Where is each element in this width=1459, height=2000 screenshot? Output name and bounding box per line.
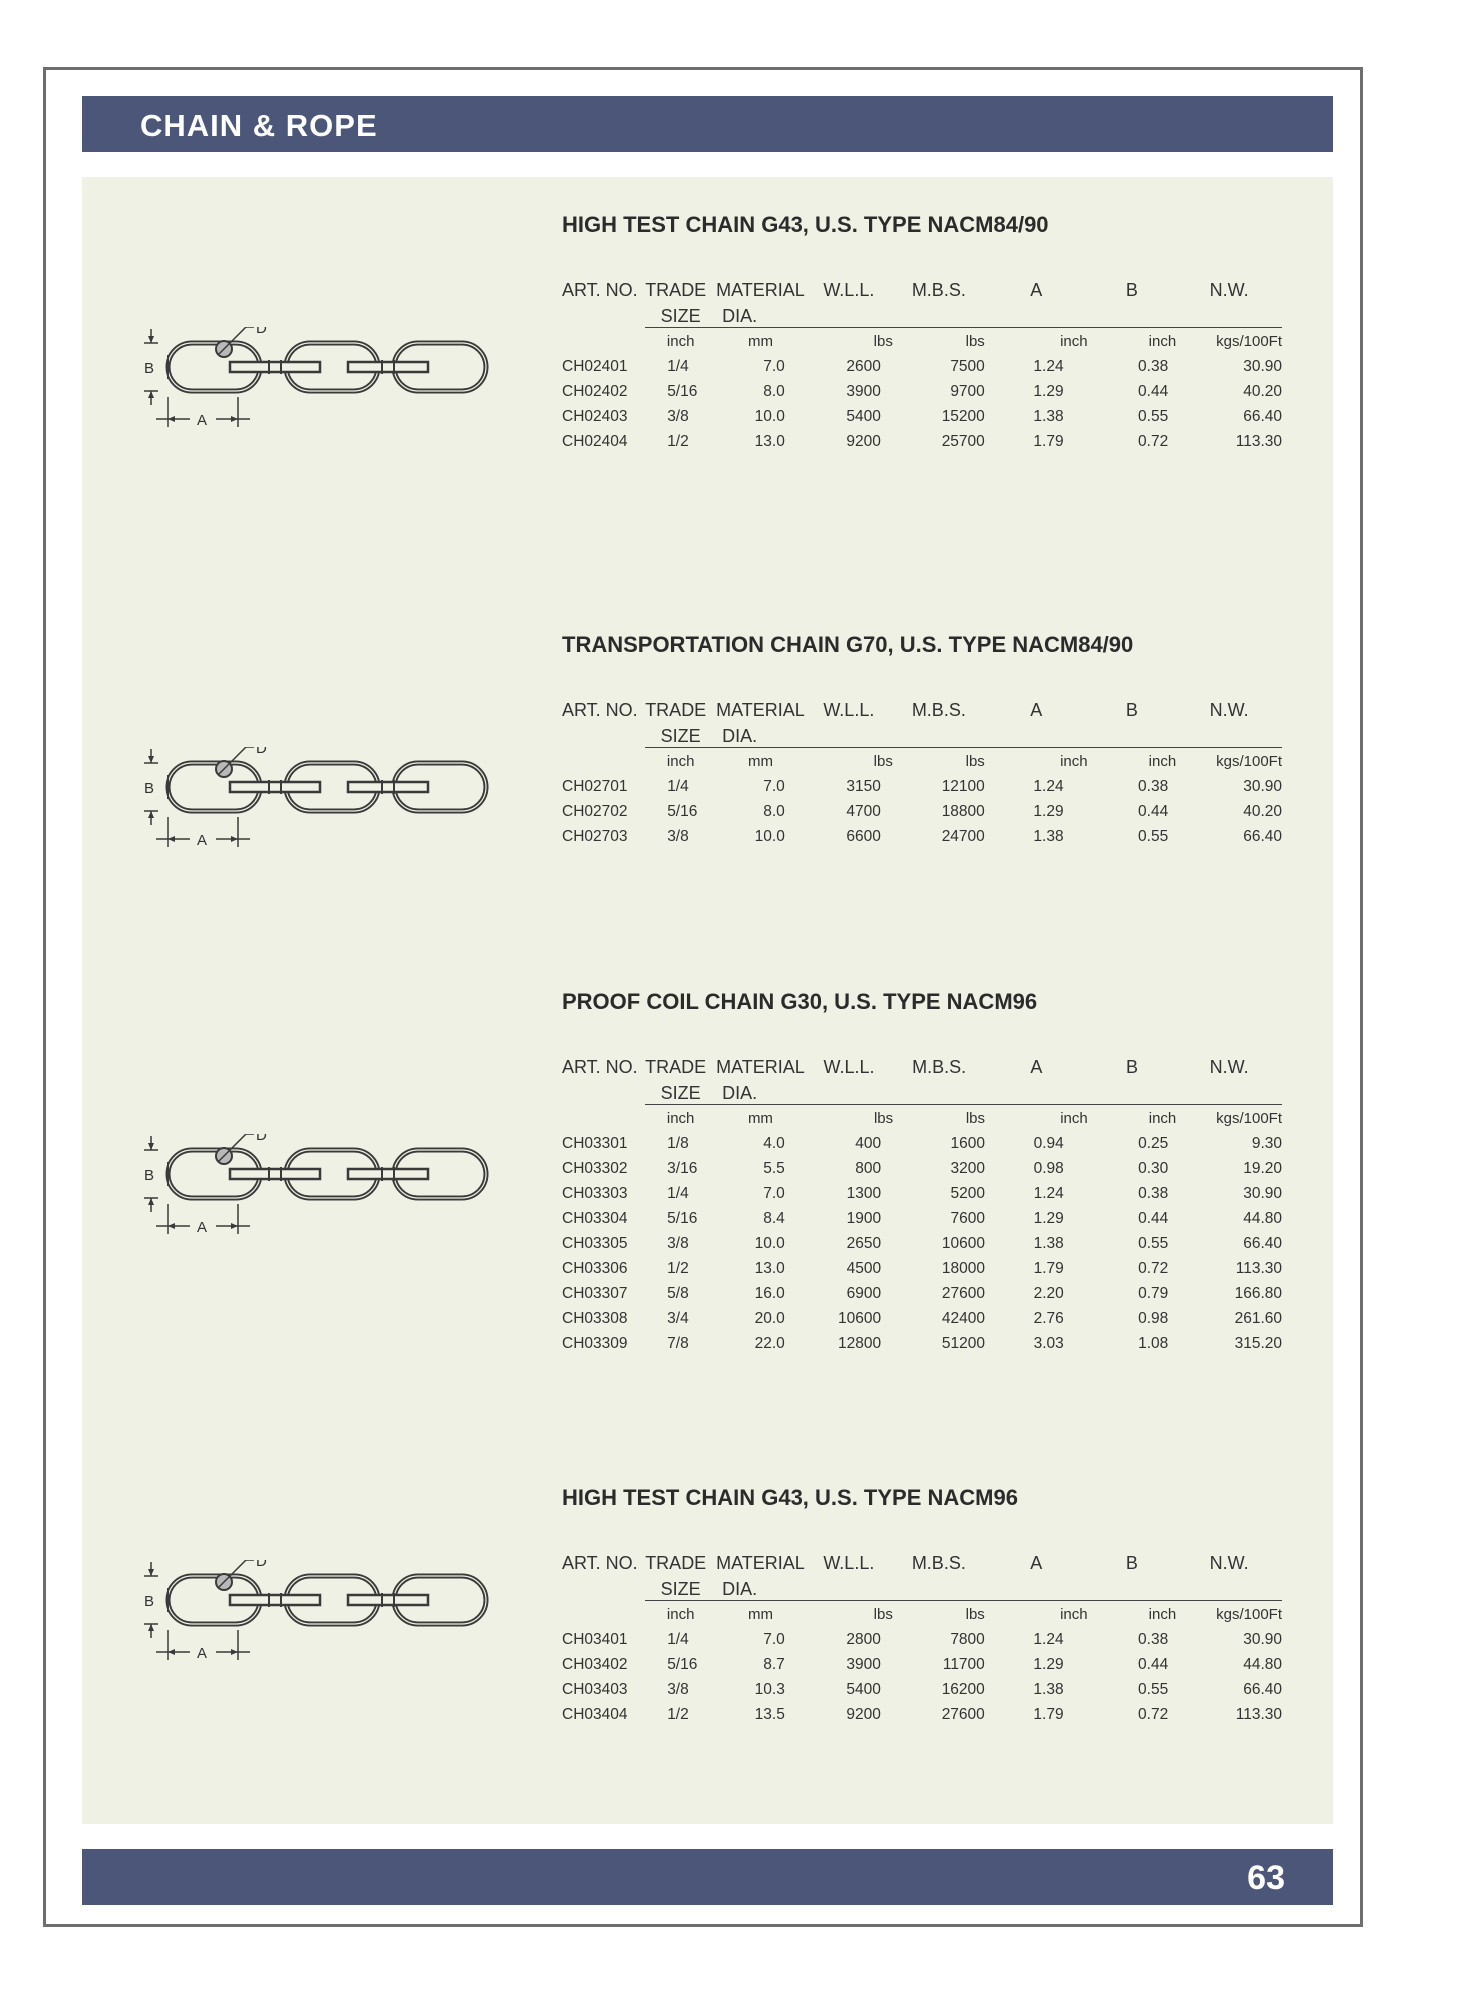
col-art-no: ART. NO. — [562, 1553, 638, 1573]
table-cell: 7800 — [950, 1630, 985, 1648]
unit-nw: kgs/100Ft — [1176, 748, 1282, 775]
table-cell: CH03305 — [562, 1234, 628, 1252]
table-cell: 1.29 — [1033, 1209, 1064, 1227]
table-cell: 0.72 — [1138, 432, 1169, 450]
table-cell: 1.38 — [1033, 1234, 1064, 1252]
table-cell: 4.0 — [763, 1134, 785, 1152]
table-cell: 0.38 — [1138, 357, 1169, 375]
table-cell: 7.0 — [763, 1630, 785, 1648]
unit-wll: lbs — [805, 1601, 893, 1628]
spec-table — [562, 1053, 1282, 1356]
table-cell: CH03306 — [562, 1259, 628, 1277]
unit-b: inch — [1088, 1105, 1177, 1132]
table-cell: CH03403 — [562, 1680, 628, 1698]
table-cell: 5400 — [846, 407, 881, 425]
table-cell: 6600 — [846, 827, 881, 845]
table-row — [562, 1231, 1282, 1256]
table-cell: CH03402 — [562, 1655, 628, 1673]
table-cell: 5/16 — [667, 802, 698, 820]
chain-link-diagram — [138, 747, 498, 877]
unit-a: inch — [985, 1601, 1088, 1628]
table-cell: 0.38 — [1138, 1630, 1169, 1648]
table-cell: 0.94 — [1033, 1134, 1064, 1152]
table-cell: 0.98 — [1138, 1309, 1169, 1327]
col-dia: DIA. — [722, 305, 758, 326]
dimension-d-label: D — [256, 327, 267, 337]
table-cell: 166.80 — [1234, 1284, 1282, 1302]
dimension-b-label: B — [144, 1167, 155, 1184]
table-cell: 0.98 — [1033, 1159, 1064, 1177]
col-b: B — [1125, 700, 1138, 720]
unit-b: inch — [1088, 748, 1177, 775]
table-cell: 5/16 — [667, 1655, 698, 1673]
unit-mbs: lbs — [893, 748, 985, 775]
table-cell: 6900 — [846, 1284, 882, 1302]
table-cell: 1600 — [950, 1134, 986, 1152]
dimension-a-label: A — [197, 1645, 208, 1662]
col-size: SIZE — [660, 725, 701, 746]
unit-wll: lbs — [805, 1105, 893, 1132]
table-cell: 3/4 — [667, 1309, 689, 1327]
table-cell: 0.30 — [1138, 1159, 1169, 1177]
table-cell: 1.29 — [1033, 382, 1064, 400]
table-cell: 2650 — [846, 1234, 882, 1252]
spec-table-wrapper — [562, 212, 1282, 454]
table-cell: 2.76 — [1033, 1309, 1064, 1327]
table-row — [562, 799, 1282, 824]
col-size: SIZE — [660, 1082, 701, 1103]
unit-dia: mm — [716, 748, 805, 775]
table-cell: CH03309 — [562, 1334, 628, 1352]
table-cell: 3/16 — [667, 1159, 698, 1177]
col-nw: N.W. — [1209, 1057, 1249, 1077]
table-row — [562, 824, 1282, 849]
col-trade: TRADE — [645, 700, 707, 720]
col-a: A — [1030, 700, 1043, 720]
table-cell: 40.20 — [1243, 802, 1282, 820]
table-cell: 9200 — [846, 1705, 881, 1723]
table-cell: 1.24 — [1033, 1184, 1064, 1202]
col-size: SIZE — [660, 305, 701, 326]
table-cell: 0.38 — [1138, 777, 1169, 795]
col-art-no: ART. NO. — [562, 280, 638, 300]
table-row — [562, 1702, 1282, 1727]
unit-dia: mm — [716, 1105, 805, 1132]
col-b: B — [1125, 1553, 1138, 1573]
table-cell: 5/16 — [667, 1209, 698, 1227]
table-cell: 9.30 — [1251, 1134, 1282, 1152]
table-cell: 5/8 — [667, 1284, 689, 1302]
table-cell: 3900 — [846, 382, 881, 400]
table-cell: CH03401 — [562, 1630, 628, 1648]
table-cell: 8.4 — [763, 1209, 785, 1227]
table-cell: 0.55 — [1138, 1234, 1169, 1252]
col-dia: DIA. — [722, 1082, 758, 1103]
unit-a: inch — [985, 748, 1088, 775]
table-cell: 7.0 — [763, 777, 785, 795]
table-row — [562, 1256, 1282, 1281]
table-cell: 22.0 — [754, 1334, 785, 1352]
table-cell: 1/4 — [667, 1630, 689, 1648]
table-cell: CH02403 — [562, 407, 628, 425]
page-number: 63 — [1247, 1859, 1285, 1897]
unit-mbs: lbs — [893, 328, 985, 355]
table-cell: CH03301 — [562, 1134, 628, 1152]
table-cell: 315.20 — [1234, 1334, 1282, 1352]
section-title: HIGH TEST CHAIN G43, U.S. TYPE NACM84/90 — [562, 212, 1049, 237]
table-cell: 44.80 — [1243, 1655, 1282, 1673]
dimension-a-label: A — [197, 1219, 208, 1236]
table-cell: 5400 — [846, 1680, 881, 1698]
table-cell: 24700 — [941, 827, 985, 845]
table-row — [562, 774, 1282, 799]
table-row — [562, 379, 1282, 404]
table-cell: 3/8 — [667, 827, 689, 845]
spec-table-wrapper — [562, 632, 1282, 849]
chain-link-diagram — [138, 1560, 498, 1690]
table-cell: 261.60 — [1234, 1309, 1282, 1327]
unit-size: inch — [645, 1105, 716, 1132]
col-a: A — [1030, 1553, 1043, 1573]
table-cell: 400 — [855, 1134, 882, 1152]
table-cell: 13.0 — [754, 432, 785, 450]
table-row — [562, 1281, 1282, 1306]
table-cell: 2600 — [846, 357, 881, 375]
table-cell: 1/2 — [667, 432, 689, 450]
table-cell: 51200 — [941, 1334, 986, 1352]
col-trade: TRADE — [645, 1553, 707, 1573]
table-cell: 1.29 — [1033, 1655, 1064, 1673]
table-cell: 20.0 — [754, 1309, 785, 1327]
col-size: SIZE — [660, 1578, 701, 1599]
table-row — [562, 1652, 1282, 1677]
table-cell: 3/8 — [667, 407, 689, 425]
col-material: MATERIAL — [716, 1057, 805, 1077]
table-row — [562, 1677, 1282, 1702]
table-cell: 1.38 — [1033, 1680, 1064, 1698]
footer-bar — [82, 1849, 1333, 1905]
col-a: A — [1030, 1057, 1043, 1077]
table-cell: CH03308 — [562, 1309, 628, 1327]
table-cell: 8.0 — [763, 382, 785, 400]
unit-nw: kgs/100Ft — [1176, 328, 1282, 355]
table-cell: 3/8 — [667, 1680, 689, 1698]
header-bar — [82, 96, 1333, 152]
unit-a: inch — [985, 328, 1088, 355]
table-cell: 113.30 — [1235, 432, 1282, 450]
table-cell: 18000 — [941, 1259, 986, 1277]
table-cell: CH02703 — [562, 827, 628, 845]
table-cell: 16200 — [941, 1680, 985, 1698]
table-cell: 1/4 — [667, 777, 689, 795]
table-cell: 10.0 — [754, 827, 785, 845]
col-mbs: M.B.S. — [911, 700, 966, 720]
table-cell: 1.79 — [1033, 1705, 1064, 1723]
table-cell: 30.90 — [1243, 777, 1282, 795]
col-a: A — [1030, 280, 1043, 300]
table-cell: 30.90 — [1243, 357, 1282, 375]
table-cell: 9700 — [950, 382, 985, 400]
col-mbs: M.B.S. — [911, 1553, 966, 1573]
table-cell: 7500 — [950, 357, 985, 375]
table-cell: 0.25 — [1138, 1134, 1169, 1152]
table-cell: 0.72 — [1138, 1705, 1169, 1723]
unit-wll: lbs — [805, 748, 893, 775]
table-cell: 0.55 — [1138, 827, 1169, 845]
unit-mbs: lbs — [893, 1105, 985, 1132]
table-cell: 66.40 — [1243, 827, 1282, 845]
table-cell: 11700 — [942, 1655, 985, 1673]
col-nw: N.W. — [1209, 1553, 1249, 1573]
table-cell: 40.20 — [1243, 382, 1282, 400]
table-cell: 27600 — [941, 1284, 986, 1302]
table-cell: 1900 — [846, 1209, 882, 1227]
unit-size: inch — [645, 1601, 716, 1628]
dimension-d-label: D — [256, 1134, 267, 1144]
unit-size: inch — [645, 748, 716, 775]
unit-b: inch — [1088, 1601, 1177, 1628]
col-material: MATERIAL — [716, 280, 805, 300]
table-cell: 0.44 — [1138, 382, 1169, 400]
col-material: MATERIAL — [716, 1553, 805, 1573]
table-cell: 5.5 — [763, 1159, 785, 1177]
table-cell: 0.55 — [1138, 1680, 1169, 1698]
table-cell: 1.79 — [1033, 432, 1064, 450]
unit-wll: lbs — [805, 328, 893, 355]
table-cell: 8.7 — [763, 1655, 785, 1673]
spec-table-wrapper — [562, 1485, 1282, 1727]
col-art-no: ART. NO. — [562, 700, 638, 720]
table-cell: 7.0 — [763, 357, 785, 375]
table-cell: 1/2 — [667, 1705, 689, 1723]
table-cell: 0.79 — [1138, 1284, 1169, 1302]
col-wll: W.L.L. — [823, 700, 875, 720]
section-title: PROOF COIL CHAIN G30, U.S. TYPE NACM96 — [562, 989, 1038, 1014]
col-trade: TRADE — [645, 280, 707, 300]
section-title: HIGH TEST CHAIN G43, U.S. TYPE NACM96 — [562, 1485, 1018, 1510]
dimension-d-label: D — [256, 1560, 267, 1570]
table-cell: 15200 — [941, 407, 985, 425]
chain-link-diagram — [138, 327, 498, 457]
unit-nw: kgs/100Ft — [1176, 1105, 1282, 1132]
col-trade: TRADE — [645, 1057, 707, 1077]
table-cell: 8.0 — [763, 802, 785, 820]
table-cell: CH03303 — [562, 1184, 628, 1202]
table-row — [562, 1131, 1282, 1156]
page-title: CHAIN & ROPE — [140, 108, 378, 143]
col-dia: DIA. — [722, 1578, 758, 1599]
table-row — [562, 1206, 1282, 1231]
dimension-b-label: B — [144, 360, 155, 377]
table-cell: 1.08 — [1138, 1334, 1169, 1352]
table-row — [562, 1306, 1282, 1331]
col-wll: W.L.L. — [823, 280, 875, 300]
table-cell: 1.24 — [1033, 1630, 1064, 1648]
table-cell: 0.72 — [1138, 1259, 1169, 1277]
col-wll: W.L.L. — [823, 1553, 875, 1573]
table-cell: 800 — [855, 1159, 882, 1177]
table-cell: 3200 — [950, 1159, 986, 1177]
spec-table — [562, 1549, 1282, 1727]
table-cell: CH03304 — [562, 1209, 628, 1227]
table-cell: CH03302 — [562, 1159, 628, 1177]
table-cell: 4500 — [846, 1259, 882, 1277]
col-mbs: M.B.S. — [912, 1057, 967, 1077]
table-cell: 1.38 — [1033, 827, 1064, 845]
col-b: B — [1126, 1057, 1139, 1077]
table-cell: 30.90 — [1243, 1184, 1282, 1202]
chain-link-diagram — [138, 1134, 498, 1264]
table-cell: 10.3 — [754, 1680, 785, 1698]
table-cell: 1.79 — [1033, 1259, 1064, 1277]
dimension-a-label: A — [197, 832, 208, 849]
dimension-a-label: A — [197, 412, 208, 429]
table-cell: 10600 — [838, 1309, 882, 1327]
table-cell: 7/8 — [667, 1334, 689, 1352]
table-cell: 113.30 — [1235, 1259, 1282, 1277]
unit-a: inch — [985, 1105, 1088, 1132]
unit-b: inch — [1088, 328, 1177, 355]
table-cell: 0.44 — [1138, 1655, 1169, 1673]
col-mbs: M.B.S. — [911, 280, 966, 300]
table-cell: 1/2 — [667, 1259, 689, 1277]
table-row — [562, 354, 1282, 379]
table-cell: CH02702 — [562, 802, 628, 820]
table-cell: 42400 — [941, 1309, 986, 1327]
catalog-content — [82, 177, 1333, 1824]
table-cell: 2.20 — [1033, 1284, 1064, 1302]
table-row — [562, 1627, 1282, 1652]
dimension-b-label: B — [144, 780, 155, 797]
table-cell: 1.29 — [1033, 802, 1064, 820]
table-cell: 10600 — [941, 1234, 986, 1252]
col-dia: DIA. — [722, 725, 758, 746]
col-wll: W.L.L. — [823, 1057, 875, 1077]
table-cell: 13.5 — [754, 1705, 785, 1723]
table-row — [562, 404, 1282, 429]
table-cell: 66.40 — [1243, 1680, 1282, 1698]
table-row — [562, 1181, 1282, 1206]
dimension-d-label: D — [256, 747, 267, 757]
table-cell: 16.0 — [754, 1284, 785, 1302]
col-nw: N.W. — [1209, 700, 1249, 720]
table-cell: 3150 — [846, 777, 881, 795]
table-cell: 1.38 — [1033, 407, 1064, 425]
table-cell: 1.24 — [1033, 357, 1064, 375]
table-cell: 113.30 — [1235, 1705, 1282, 1723]
col-nw: N.W. — [1209, 280, 1249, 300]
table-cell: 9200 — [846, 432, 881, 450]
dimension-b-label: B — [144, 1593, 155, 1610]
spec-table-wrapper — [562, 989, 1282, 1356]
unit-dia: mm — [716, 1601, 805, 1628]
table-cell: 3/8 — [667, 1234, 689, 1252]
unit-size: inch — [645, 328, 716, 355]
table-cell: 25700 — [941, 432, 985, 450]
table-cell: 4700 — [846, 802, 881, 820]
table-cell: 3900 — [846, 1655, 881, 1673]
spec-table — [562, 276, 1282, 454]
table-cell: 13.0 — [754, 1259, 785, 1277]
spec-table — [562, 696, 1282, 849]
table-cell: 27600 — [941, 1705, 985, 1723]
table-row — [562, 1156, 1282, 1181]
table-cell: 44.80 — [1243, 1209, 1282, 1227]
table-cell: 0.38 — [1138, 1184, 1169, 1202]
table-cell: 0.44 — [1138, 1209, 1169, 1227]
table-cell: 66.40 — [1243, 1234, 1282, 1252]
table-cell: 18800 — [941, 802, 985, 820]
col-b: B — [1125, 280, 1138, 300]
table-cell: 10.0 — [754, 407, 785, 425]
section-title: TRANSPORTATION CHAIN G70, U.S. TYPE NACM84/90 — [562, 632, 1134, 657]
table-cell: 3.03 — [1033, 1334, 1064, 1352]
table-row — [562, 1331, 1282, 1356]
table-cell: 7600 — [950, 1209, 986, 1227]
table-cell: 5/16 — [667, 382, 698, 400]
table-cell: CH02404 — [562, 432, 628, 450]
table-cell: 1/8 — [667, 1134, 689, 1152]
table-cell: 10.0 — [754, 1234, 785, 1252]
table-cell: 66.40 — [1243, 407, 1282, 425]
table-cell: 1/4 — [667, 357, 689, 375]
table-cell: CH03307 — [562, 1284, 628, 1302]
table-cell: 0.44 — [1138, 802, 1169, 820]
table-cell: 19.20 — [1243, 1159, 1282, 1177]
table-cell: CH02401 — [562, 357, 628, 375]
table-cell: 0.55 — [1138, 407, 1169, 425]
unit-mbs: lbs — [893, 1601, 985, 1628]
table-cell: 30.90 — [1243, 1630, 1282, 1648]
unit-dia: mm — [716, 328, 805, 355]
table-cell: 1.24 — [1033, 777, 1064, 795]
table-row — [562, 429, 1282, 454]
table-cell: 1300 — [846, 1184, 882, 1202]
col-material: MATERIAL — [716, 700, 805, 720]
table-cell: 7.0 — [763, 1184, 785, 1202]
table-cell: 12100 — [941, 777, 985, 795]
table-cell: 2800 — [846, 1630, 881, 1648]
table-cell: 12800 — [838, 1334, 882, 1352]
table-cell: 1/4 — [667, 1184, 689, 1202]
table-cell: 5200 — [950, 1184, 986, 1202]
table-cell: CH02701 — [562, 777, 628, 795]
unit-nw: kgs/100Ft — [1176, 1601, 1282, 1628]
table-cell: CH03404 — [562, 1705, 628, 1723]
table-cell: CH02402 — [562, 382, 628, 400]
col-art-no: ART. NO. — [562, 1057, 638, 1077]
